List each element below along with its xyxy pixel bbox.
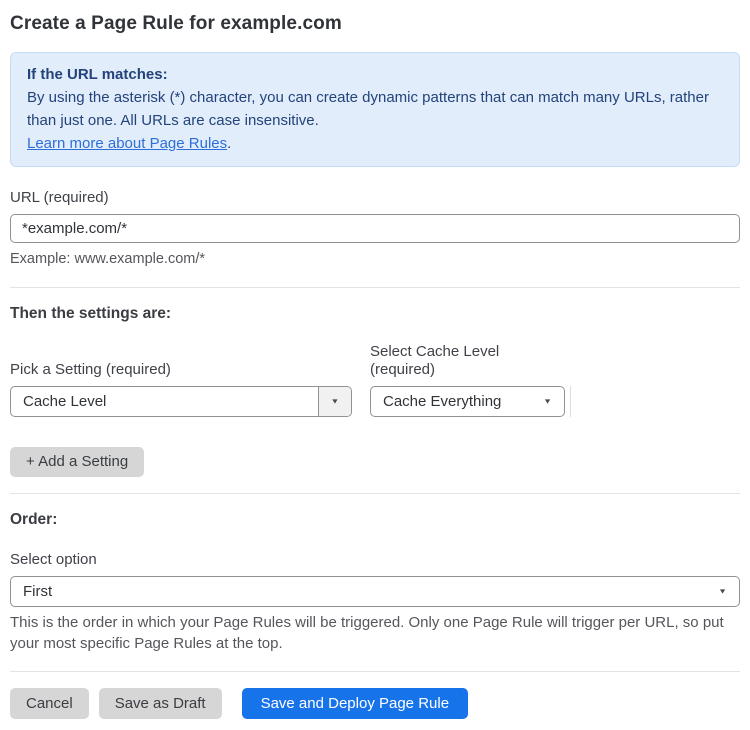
info-box-body: By using the asterisk (*) character, you can create dynamic patterns that can match many URLs, rather than just one. All URLs are case insensitive.: [27, 89, 709, 129]
url-field-group: [10, 189, 740, 271]
save-draft-button[interactable]: Save as Draft: [99, 688, 222, 719]
dropdown-arrow-icon: ▼: [718, 586, 727, 595]
settings-row: [10, 343, 740, 417]
cancel-button[interactable]: Cancel: [10, 688, 89, 719]
setting-picker-value: Cache Level: [23, 392, 107, 410]
setting-picker-arrow-box[interactable]: [318, 387, 351, 416]
url-input[interactable]: [10, 214, 740, 243]
order-label: Select option: [10, 550, 97, 568]
dropdown-arrow-icon: ▼: [543, 396, 552, 405]
cache-level-label: Select Cache Level (required): [370, 342, 500, 378]
add-setting-button[interactable]: + Add a Setting: [10, 447, 144, 477]
setting-picker-group: [10, 361, 352, 417]
info-box-heading: If the URL matches:: [27, 66, 168, 83]
order-field-group: [10, 551, 740, 655]
section-divider: [10, 493, 740, 494]
url-helper-text: Example: www.example.com/*: [10, 251, 206, 267]
save-deploy-button[interactable]: Save and Deploy Page Rule: [242, 688, 468, 719]
section-divider: [10, 671, 740, 672]
order-helper-text: This is the order in which your Page Rules will be triggered. Only one Page Rule will trigger per URL, so put your most specific Page Rules at the top.: [10, 613, 724, 652]
dropdown-arrow-icon: ▼: [330, 396, 340, 405]
setting-picker-select[interactable]: [10, 386, 352, 417]
order-select[interactable]: [10, 576, 740, 607]
setting-picker-label: Pick a Setting (required): [10, 360, 171, 378]
form-actions: [10, 688, 740, 719]
section-divider: [10, 287, 740, 288]
url-label: URL (required): [10, 189, 109, 206]
info-box-link-line: [27, 132, 723, 155]
order-value: First: [23, 582, 53, 600]
page-title: Create a Page Rule for example.com: [10, 13, 342, 34]
setting-row-divider: [570, 386, 571, 417]
cache-level-value: Cache Everything: [383, 392, 502, 410]
url-match-info-box: [10, 52, 740, 167]
order-heading: Order:: [10, 510, 58, 528]
learn-more-link[interactable]: Learn more about Page Rules: [27, 135, 228, 152]
link-period: .: [227, 135, 232, 152]
settings-heading: Then the settings are:: [10, 304, 172, 322]
cache-level-select[interactable]: [370, 386, 565, 417]
cache-level-group: [370, 343, 565, 417]
